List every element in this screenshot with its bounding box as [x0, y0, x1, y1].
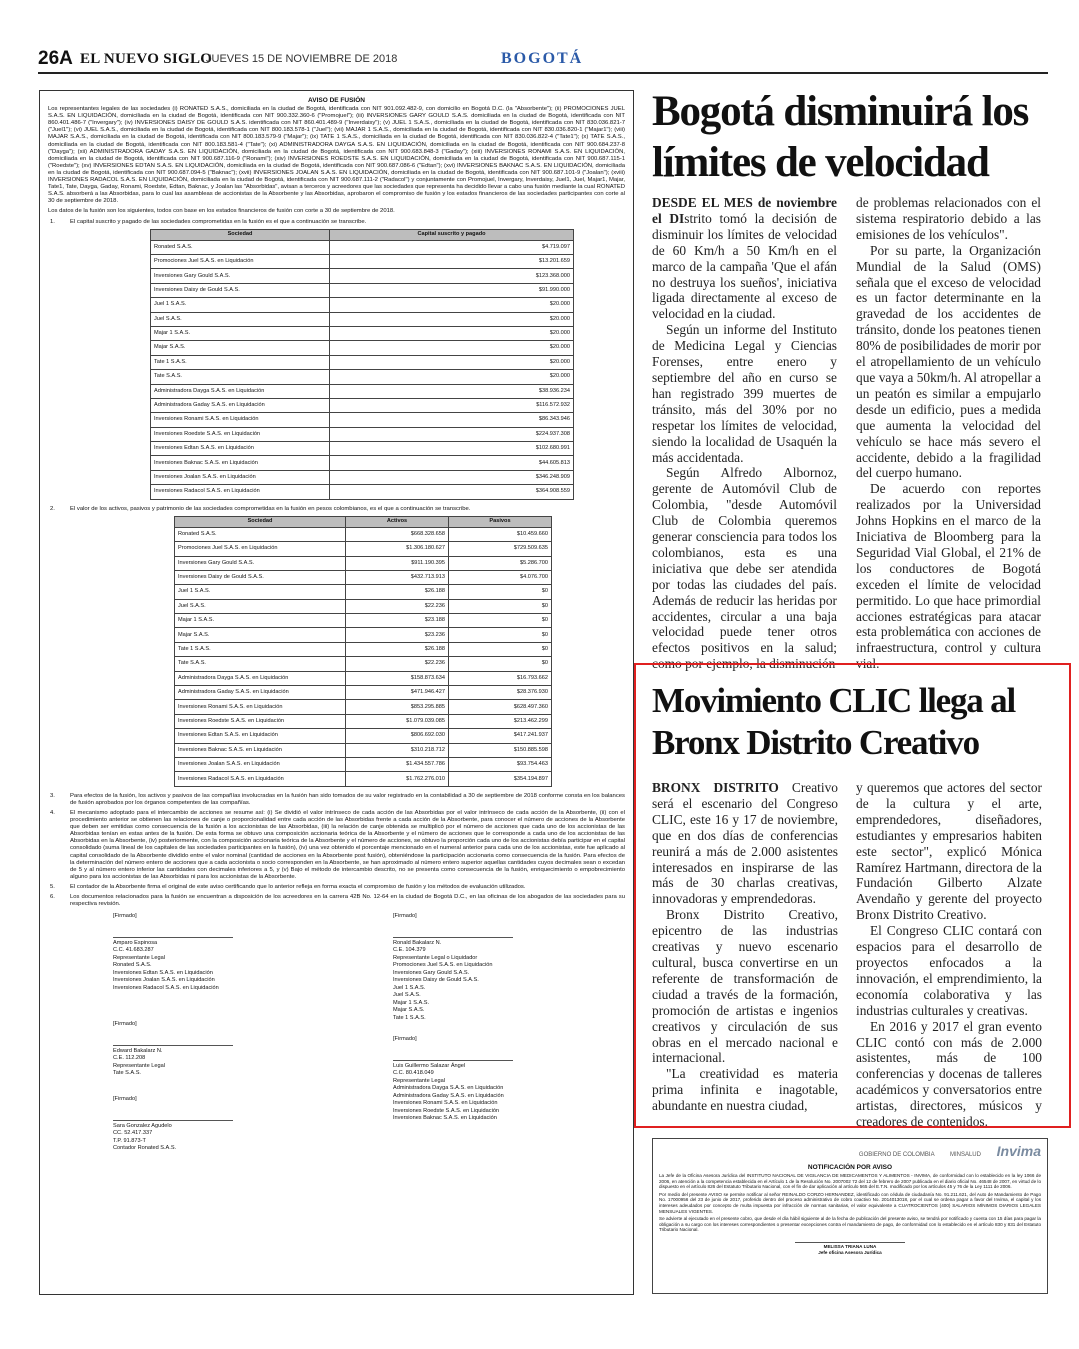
amount-cell: $1.762.276.010	[346, 772, 449, 786]
signature-detail: Representante Legal	[393, 1077, 445, 1084]
table-row	[175, 700, 552, 714]
newspaper-name: EL NUEVO SIGLO	[80, 51, 213, 67]
amount-cell: $668.328.658	[346, 527, 449, 541]
invima-paragraph: Por medio del presente AVISO se permite notificar al señor REINALDO CORZO HERNANDEZ, identificado con cédula de ciudadanía No. 91.211.621, del Auto de Mandamiento de Pago No. 17000956 del 23 de junio de 2017, proferido dentro del proceso administrativo de cobro coactivo No. 2014013018, por el cual se ordena pagar a favor del Invima, el capital y los intereses adeudados por concepto de multa impuesta por infracción de normas sanitarias, el valor equivalente a CUATROCIENTOS (400) SALARIOS MÍNIMOS DIARIOS LEGALES MENSUALES VIGENTES.	[659, 1191, 1041, 1214]
amount-cell: $20.000	[330, 341, 574, 355]
amount-cell: $5.286.700	[449, 556, 552, 570]
table-row	[175, 671, 552, 685]
signature-detail: T.P. 91.873-T	[113, 1137, 146, 1144]
amount-cell: $432.713.913	[346, 570, 449, 584]
article1-paragraph: De acuerdo con reportes realizados por la Universidad Johns Hopkins en el marco de la Iniciativa de Bloomberg para la Seguridad Vial Global, el 21% de los conductores de Bogotá exceden el límite de velocidad permitido. Lo que hace primordial acciones estratégicas para atacar esta problemática con acciones de infraestructura, control y cultura vial.	[856, 481, 1041, 672]
notice-item-5: 5. El contador de la Absorbente firma el original de este aviso certificando que lo anterior refleja en forma exacta el compromiso de fusión y los métodos de evaluación utilizados.	[48, 884, 625, 891]
company-cell: Ronated S.A.S.	[175, 527, 346, 541]
signature-detail: Luis Guillermo Salazar Ángel	[393, 1062, 466, 1069]
company-cell: Inversiones Baknac S.A.S. en Liquidación	[175, 743, 346, 757]
table-row	[175, 686, 552, 700]
article1-headline: Bogotá disminuirá los límites de velocidad	[652, 88, 1029, 186]
amount-cell: $23.188	[346, 614, 449, 628]
signature-detail: Inversiones Baknac S.A.S. en Liquidación	[393, 1115, 497, 1122]
signature-detail: Tate S.A.S.	[113, 1070, 141, 1077]
signature-detail: Inversiones Gary Gould S.A.S.	[393, 969, 470, 976]
signature-detail: Amparo Espinosa	[113, 939, 158, 946]
company-cell: Inversiones Roedste S.A.S. en Liquidación	[151, 427, 330, 441]
table-row	[175, 657, 552, 671]
page-header	[38, 48, 1048, 72]
section-name: BOGOTÁ	[501, 50, 584, 67]
amount-cell: $0	[449, 657, 552, 671]
notice-item-5-text: El contador de la Absorbente firma el original de este aviso certificando que lo anterior refleja en forma exacta el compromiso de fusión y los métodos de evaluación utilizados.	[70, 883, 526, 890]
company-cell: Inversiones Roedste S.A.S. en Liquidación	[175, 714, 346, 728]
company-cell: Inversiones Joalan S.A.S. en Liquidación	[151, 470, 330, 484]
table-row	[151, 312, 574, 326]
signature-detail: Inversiones Roedste S.A.S. en Liquidación	[393, 1107, 500, 1114]
invima-logo: Invima	[996, 1143, 1041, 1159]
article2-lead: BRONX DISTRITO	[652, 780, 779, 795]
signature-line	[393, 937, 513, 938]
signature-detail: C.E. 104.379	[393, 947, 426, 954]
amount-cell: $0	[449, 599, 552, 613]
amount-cell: $38.936.234	[330, 384, 574, 398]
amount-cell: $20.000	[330, 312, 574, 326]
signed-mark: [Firmado]	[393, 913, 417, 920]
table-row	[151, 341, 574, 355]
signed-mark: [Firmado]	[113, 1021, 137, 1028]
amount-cell: $28.376.930	[449, 686, 552, 700]
article1-column-2	[856, 195, 1041, 672]
assets-table	[174, 516, 552, 787]
company-cell: Juel S.A.S.	[175, 599, 346, 613]
invima-notice	[652, 1138, 1048, 1294]
article2-column-2	[856, 780, 1042, 1130]
amount-cell: $729.509.635	[449, 542, 552, 556]
invima-notice-title: NOTIFICACIÓN POR AVISO	[807, 1164, 893, 1171]
article1-paragraph: Por su parte, la Organización Mundial de la Salud (OMS) señala que el exceso de velocidad es un factor determinante en la gravedad de los accidentes de tránsito, donde los peatones tienen 80% de posibilidades de morir por el atropellamiento de un vehículo que vaya a 50km/h. Al atropellar a un peatón es similar a empujarlo desde un edificio, pues a medida que aumenta la velocidad del vehículo se hace más severo el accidente, debido a la fragilidad del cuerpo humano.	[856, 242, 1041, 481]
company-cell: Inversiones Gary Gould S.A.S.	[151, 269, 330, 283]
signature-detail: Representante Legal o Liquidador	[393, 954, 478, 961]
amount-cell: $0	[449, 628, 552, 642]
capital-table	[150, 229, 574, 500]
table-row	[151, 254, 574, 268]
signature-detail: Promociones Juel S.A.S. en Liquidación	[393, 962, 493, 969]
company-cell: Juel 1 S.A.S.	[151, 298, 330, 312]
company-cell: Inversiones Joalan S.A.S. en Liquidación	[175, 757, 346, 771]
amount-cell: $91.990.000	[330, 283, 574, 297]
table-row	[175, 527, 552, 541]
amount-cell: $4.076.700	[449, 570, 552, 584]
signature-detail: Ronald Bakalarz N.	[393, 939, 442, 946]
table-row	[151, 427, 574, 441]
amount-cell: $213.462.299	[449, 714, 552, 728]
amount-cell: $13.201.659	[330, 254, 574, 268]
notice-item-1-text: El capital suscrito y pagado de las sociedades comprometidas en la fusión es el que a continuación se transcribe.	[70, 218, 367, 225]
company-cell: Tate S.A.S.	[175, 657, 346, 671]
article2-headline: Movimiento CLIC llega al Bronx Distrito Creativo	[652, 681, 1015, 762]
company-cell: Juel 1 S.A.S.	[175, 585, 346, 599]
invima-paragraph: La Jefe de la Oficina Asesora Jurídica del INSTITUTO NACIONAL DE VIGILANCIA DE MEDICAMENTOS Y ALIMENTOS - INVIMA, de conformidad con lo establecido en la ley 1066 de 2006, en atención a la competencia establecida en el Artículo 1 de la Resolución No. 2007002 72 del 12 de febrero de 2007 publicada en el diario oficial No. 46548 de 2007, en virtud de lo dispuesto en el artículo 826 del Estatuto Tributario Nacional, con el fin de dar aplicación al artículo 565 del E.T.N. modificado por los artículos 45 y 76 de la Ley 1111 de 2006.	[659, 1173, 1041, 1190]
merger-notice	[39, 90, 634, 1295]
company-cell: Tate 1 S.A.S.	[151, 355, 330, 369]
amount-cell: $158.873.634	[346, 671, 449, 685]
company-cell: Inversiones Radacol S.A.S. en Liquidación	[151, 485, 330, 499]
amount-cell: $224.937.308	[330, 427, 574, 441]
amount-cell: $20.000	[330, 370, 574, 384]
article1-paragraph: Según Alfredo Albornoz, gerente de Automóvil Club de Colombia, "desde Automóvil Club de Colombia queremos generar consciencia para todos los colombianos, esta es una iniciativa que debe ser atendida por todas las ciudades del país. Además de reducir las heridas por accidentes, circular a una baja velocidad puede tener otros efectos positivos en la salud; como por ejemplo, la disminución	[652, 465, 837, 672]
amount-cell: $116.572.932	[330, 398, 574, 412]
signature-detail: Inversiones Daisy de Gould S.A.S.	[393, 977, 479, 984]
amount-cell: $346.248.909	[330, 470, 574, 484]
signature-line	[393, 1060, 513, 1061]
signature-line	[795, 1242, 905, 1243]
amount-cell: $10.459.660	[449, 527, 552, 541]
signature-detail: CC. 52.417.337	[113, 1130, 153, 1137]
amount-cell: $23.236	[346, 628, 449, 642]
amount-cell: $26.188	[346, 642, 449, 656]
table-row	[151, 456, 574, 470]
company-cell: Majar S.A.S.	[151, 341, 330, 355]
company-cell: Inversiones Edtan S.A.S. en Liquidación	[151, 442, 330, 456]
company-cell: Inversiones Daisy de Gould S.A.S.	[175, 570, 346, 584]
signature-detail: Inversiones Edtan S.A.S. en Liquidación	[113, 969, 213, 976]
signature-detail: Juel S.A.S.	[393, 992, 421, 999]
notice-item-2: 2. El valor de los activos, pasivos y patrimonio de las sociedades comprometidas en la fusión en pesos colombianos, es el que a continuación se transcribe.	[48, 506, 625, 513]
company-cell: Inversiones Baknac S.A.S. en Liquidación	[151, 456, 330, 470]
company-cell: Tate S.A.S.	[151, 370, 330, 384]
signature-detail: Representante Legal	[113, 1062, 165, 1069]
signature-block	[393, 1036, 573, 1123]
amount-cell: $310.218.712	[346, 743, 449, 757]
signature-detail: Edward Bakalarz N.	[113, 1047, 163, 1054]
merger-notice-intro: Los representantes legales de las sociedades (i) RONATED S.A.S., domiciliada en la ciudad de Bogotá, identificada con NIT 901.092.482-9, con domicilio en Bogotá D.C. (la "Absorbente"); (ii) PROMOCIONES JUEL S.A.S. EN LIQUIDACIÓN, domiciliada en la ciudad de Bogotá, identificada con NIT 900.332.360-6 ("Promojuel"); (iii) INVERSIONES GARY GOULD S.A.S. domiciliada en la ciudad de Bogotá, identificada con NIT 860.401.486-7 ("Invergary"); (iv) INVERSIONES DAISY DE GOULD S.A.S. identificada con NIT 860.401.489-9 ("Inverdaisy"); (v) JUEL 1 S.A.S., domiciliada en la ciudad de Bogotá, identificada con NIT 830.036.821-7 ("Juel1"); (vi) JUEL S.A.S., domiciliada en la ciudad de Bogotá, identificada con NIT 800.183.578-1 ("Juel"); (vii) MAJAR 1 S.A.S., domiciliada en la ciudad de Bogotá, identificada con NIT 830.036.820-1 ("Majar1"); (viii) MAJAR S.A.S., domiciliada en la ciudad de Bogotá, identificada con NIT 800.183.579-9 ("Majar"); (ix) TATE 1 S.A.S., domiciliada en la ciudad de Bogotá, identificada con NIT 830.036.822-4 ("Tate1"); (x) TATE S.A.S., domiciliada en la ciudad de Bogotá, identificada con NIT 800.183.581-4 ("Tate"); (xi) ADMINISTRADORA DAYGA S.A.S. EN LIQUIDACIÓN, domiciliada en la ciudad de Bogotá, identificada con NIT 900.684.237-8 ("Dayga"); (xii) ADMINISTRADORA GADAY S.A.S. EN LIQUIDACIÓN, domiciliada en la ciudad de Bogotá, identificada con NIT 900.683.848-3 ("Gaday"); (xiii) INVERSIONES RONAMI S.A.S. EN LIQUIDACIÓN, domiciliada en la ciudad de Bogotá, identificada con NIT 900.687.116-9 ("Ronami"); (xiv) INVERSIONES ROEDSTE S.A.S. EN LIQUIDACIÓN, domiciliada en la ciudad de Bogotá, identificada con NIT 900.687.115-1 ("Roedste"); (xv) INVERSIONES EDTAN S.A.S. EN LIQUIDACIÓN, domiciliada en la ciudad de Bogotá, identificada con NIT 900.687.086-6 ("Edtan"); (xvi) INVERSIONES BAKNAC S.A.S. EN LIQUIDACIÓN, domiciliada en la ciudad de Bogotá, identificada con NIT 900.687.094-5 ("Baknac"); (xvii) INVERSIONES JOALAN S.A.S. EN LIQUIDACIÓN, domiciliada en la ciudad de Bogotá, identificada con NIT 900.687.101-9 ("Joalan"); (xviii) INVERSIONES RADACOL S.A.S. EN LIQUIDACIÓN, domiciliada en la ciudad de Bogotá, identificada con NIT 900.687.111-2 ("Radacol") y conjuntamente con Promojuel, Invergary, Inverdaisy, Juel1, Juel, Majar1, Majar, Tate1, Tate, Dayga, Gaday, Ronami, Roedste, Edtan, Baknac, y Joalan las "Absorbidas", avisan a terceros y acreedores que las sociedades que representa ha decidido llevar a cabo una fusión mediante la cual RONATED S.A.S. absorberá a las Absorbidas, para lo cual las asambleas de accionistas de la Absorbente y las Absorbidas, aprobaron el compromiso de fusión y los estados financieros de las sociedades participantes con corte al 30 de septiembre de 2018.	[48, 106, 625, 205]
signature-detail: Ronated S.A.S.	[113, 962, 152, 969]
table-row	[175, 729, 552, 743]
company-cell: Majar S.A.S.	[175, 628, 346, 642]
company-cell: Inversiones Radacol S.A.S. en Liquidación	[175, 772, 346, 786]
amount-cell: $4.719.097	[330, 240, 574, 254]
signature-detail: C.C. 80.418.049	[393, 1070, 434, 1077]
signature-block	[113, 913, 293, 992]
signature-detail: Contador Ronated S.A.S.	[113, 1145, 177, 1152]
notice-item-3: 3. Para efectos de la fusión, los activos y pasivos de las compañías involucradas en la fusión han sido tomados de su valor registrado en la contabilidad a 30 de septiembre de 2018 conforme consta en los balances de fusión aprobados por los órganos competentes de las compañías.	[50, 792, 625, 806]
table-row	[151, 370, 574, 384]
table-row	[151, 398, 574, 412]
signature-detail: Administradora Dayga S.A.S. en Liquidación	[393, 1085, 504, 1092]
amount-cell: $22.236	[346, 657, 449, 671]
article2-paragraph: El Congreso CLIC contará con espacios para el desarrollo de proyectos enfocados a la innovación, el emprendimiento, la economía colaborativa y las industrias culturales y creativas.	[856, 923, 1042, 1018]
amount-cell: $853.295.885	[346, 700, 449, 714]
company-cell: Inversiones Daisy de Gould S.A.S.	[151, 283, 330, 297]
table-row	[151, 485, 574, 499]
invima-signer: MELISSA TRIANA LUNA	[823, 1243, 877, 1249]
amount-cell: $364.908.559	[330, 485, 574, 499]
notice-item-4-text: El mecanismo adoptado para el intercambio de acciones se resume así: (i) Se dividió el valor intrínseco de cada acción de las Absorbidas por el valor intrínseco de cada acción de la Absorbente, (ii) con el procedimiento anterior se obtienen las relaciones de canje o proporcionalidad entre cada acción de las Absorbidas frente a cada acción de la Absorbente, para conocer el número de acciones de la Absorbente que deben ser emitidas como consecuencia de la fusión a los accionistas de las Absorbidas, (iii) la relación de canje obtenida se multiplicó por el número de acciones que cada uno de los accionistas de las Absorbidas tenían en estas antes de la fusión. De esta forma se obtuvo una composición accionaria teórica de la Absorbente y el número de acciones que le corresponde a cada uno de los accionistas de las Absorbidas en la Absorbente, (iv) posteriormente, con la composición accionaria teórica de la Absorbente y el número de acciones, se obtuvo la proporción cada uno de los accionistas debía participar en el capital consolidado (suma lineal de los capitales de las sociedades participantes en la fusión), (iv) una vez obtenido el porcentaje mencionado en el numeral anterior para cada uno de los accionistas, este fue aplicado al capital consolidado de la Absorbente dividido entre el valor nominal (cantidad de acciones en la Absorbente post fusión), obteniéndose la participación accionaria como consecuencia de la fusión. Para efectos de la determinación del número entero de acciones que a cada accionista o socio corresponden en la Absorbente, se han aproximado al número entero superior aquellas cantidades cuyos decimales sean o excedan de 5 y al número entero inferior las cantidades con decimales inferiores a 5, y (v) Bajo el método de intercambio descrito, no se presenta como consecuencia de la fusión, enriquecimiento o empobrecimiento alguno para los accionistas de las Absorbidas ni para los accionistas de la Absorbente.	[70, 809, 625, 880]
signature-detail: Inversiones Joalan S.A.S. en Liquidación	[113, 977, 215, 984]
notice-item-2-text: El valor de los activos, pasivos y patrimonio de las sociedades comprometidas en la fusión en pesos colombianos, es el que a continuación se transcribe.	[70, 505, 471, 512]
amount-cell: $806.692.030	[346, 729, 449, 743]
company-cell: Inversiones Ronami S.A.S. en Liquidación	[151, 413, 330, 427]
company-cell: Administradora Dayga S.A.S. en Liquidación	[175, 671, 346, 685]
company-cell: Administradora Gaday S.A.S. en Liquidación	[151, 398, 330, 412]
amount-cell: $86.343.946	[330, 413, 574, 427]
table-row	[151, 442, 574, 456]
article2-paragraph: En 2016 y 2017 el gran evento CLIC contó con más de 2.000 asistentes, más de 100 conferencias y docenas de talleres académicos y conversatorios entre artistas, directores, músicos y creadores de contenidos.	[856, 1018, 1042, 1130]
table-row	[151, 240, 574, 254]
table-header: Sociedad	[151, 229, 330, 240]
table-row	[175, 585, 552, 599]
table-row	[175, 772, 552, 786]
amount-cell: $1.079.039.085	[346, 714, 449, 728]
signature-line	[113, 1045, 233, 1046]
company-cell: Majar 1 S.A.S.	[175, 614, 346, 628]
company-cell: Promociones Juel S.A.S. en Liquidación	[151, 254, 330, 268]
article2-paragraph: BRONX DISTRITO Creativo será el escenario del Congreso CLIC, este 16 y 17 de noviembre, que en dos días de conferencias reunirá a más de 2.000 asistentes interesados en inspirarse de las más de 30 charlas creativas, innovadoras y emprendedoras.	[652, 780, 838, 907]
amount-cell: $0	[449, 585, 552, 599]
amount-cell: $93.754.463	[449, 757, 552, 771]
signature-line	[113, 1120, 233, 1121]
amount-cell: $628.497.360	[449, 700, 552, 714]
notice-item-6: 6. Los documentos relacionados para la fusión se encuentran a disposición de los acreedores en la carrera 42B No. 12-64 en la ciudad de Bogotá D.C., en las oficinas de los abogados de las sociedades para su respectiva revisión.	[50, 893, 625, 908]
issue-date: JUEVES 15 DE NOVIEMBRE DE 2018	[206, 53, 398, 65]
amount-cell: $1.434.557.786	[346, 757, 449, 771]
signature-detail: C.C. 41.683.287	[113, 947, 154, 954]
signature-block	[393, 913, 573, 1022]
signed-mark: [Firmado]	[113, 913, 137, 920]
invima-logos	[659, 1143, 1041, 1163]
signature-block	[113, 1021, 293, 1078]
table-row	[151, 384, 574, 398]
signature-detail: Inversiones Ronami S.A.S. en Liquidación	[393, 1100, 498, 1107]
amount-cell: $911.190.395	[346, 556, 449, 570]
table-row	[175, 743, 552, 757]
signed-mark: [Firmado]	[393, 1036, 417, 1043]
table-row	[151, 326, 574, 340]
article2-paragraph: y queremos que actores del sector de la cultura y el arte, emprendedores, diseñadores, estudiantes y empresarios habiten este sector", explicó Mónica Ramírez Hartmann, directora de la Fundación Gilberto Alzate Avendaño y gerente del proyecto Bronx Distrito Creativo.	[856, 780, 1042, 923]
amount-cell: $471.946.427	[346, 686, 449, 700]
invima-signer-role: Jefe oficina Asesora Jurídica	[818, 1249, 882, 1255]
company-cell: Tate 1 S.A.S.	[175, 642, 346, 656]
signature-detail: Sara Gonzalez Agudelo	[113, 1122, 172, 1129]
amount-cell: $417.241.937	[449, 729, 552, 743]
amount-cell: $354.194.897	[449, 772, 552, 786]
article1-paragraph: DESDE EL MES de noviembre el DIstrito tomó la decisión de disminuir los límites de velocidad de 60 Km/h a 50 Km/h en el marco de la campaña 'Que el afán no destruya los sueños', iniciativa ligada directamente al exceso de velocidad en la ciudad.	[652, 195, 837, 322]
table-row	[175, 714, 552, 728]
table-header: Capital suscrito y pagado	[330, 229, 574, 240]
table-row	[175, 757, 552, 771]
article1-lead: DESDE EL MES de noviembre el DI	[652, 195, 837, 226]
signed-mark: [Firmado]	[113, 1096, 137, 1103]
signature-detail: Administradora Gaday S.A.S. en Liquidación	[393, 1092, 504, 1099]
signature-detail: Majar S.A.S.	[393, 1007, 425, 1014]
table-header: Sociedad	[175, 516, 346, 527]
notice-item-1: 1. El capital suscrito y pagado de las sociedades comprometidas en la fusión es el que a continuación se transcribe.	[48, 219, 625, 226]
government-logo: GOBIERNO DE COLOMBIA	[858, 1152, 935, 1158]
company-cell: Promociones Juel S.A.S. en Liquidación	[175, 542, 346, 556]
amount-cell: $20.000	[330, 355, 574, 369]
article2-paragraph: Bronx Distrito Creativo, epicentro de las industrias creativas y nuevo escenario cultural, busca convertirse en un referente de transformación de ciudad a través de la formación, promoción de artistas e ingenios creativos y circulación de sus obras en el mercado nacional e internacional.	[652, 907, 838, 1066]
amount-cell: $0	[449, 614, 552, 628]
amount-cell: $102.680.991	[330, 442, 574, 456]
merger-notice-data-intro: Los datos de la fusión son los siguientes, todos con base en los estados financieros de fusión con corte a 30 de septiembre de 2018.	[48, 208, 395, 215]
table-row	[175, 556, 552, 570]
page-number: 26A	[38, 48, 73, 69]
signatures	[48, 911, 625, 1161]
article1-paragraph: Según un informe del Instituto de Medicina Legal y Ciencias Forenses, entre enero y septiembre del año en curso se han registrado 399 muertes de tránsito, más del 30% por no respetar los límites de velocidad, siendo la localidad de Usaquén la más accidentada.	[652, 322, 837, 465]
amount-cell: $123.368.000	[330, 269, 574, 283]
company-cell: Inversiones Ronami S.A.S. en Liquidación	[175, 700, 346, 714]
invima-paragraph: Se advierte al ejecutado en el presente cobro, que desde el día hábil siguiente al de la fecha de publicación del presente aviso, se tendrá por notificado y cuenta con 15 días para pagar la obligación a su cargo con los intereses correspondientes o presentar excepciones contra el mandamiento de pago, de conformidad con lo establecido en el artículo 830 y 831 del Estatuto Tributario Nacional.	[659, 1216, 1041, 1233]
amount-cell: $0	[449, 642, 552, 656]
table-row	[151, 283, 574, 297]
company-cell: Juel S.A.S.	[151, 312, 330, 326]
company-cell: Administradora Gaday S.A.S. en Liquidación	[175, 686, 346, 700]
company-cell: Ronated S.A.S.	[151, 240, 330, 254]
table-row	[175, 599, 552, 613]
notice-item-6-text: Los documentos relacionados para la fusión se encuentran a disposición de los acreedores en la carrera 42B No. 12-64 en la ciudad de Bogotá D.C., en las oficinas de los abogados de las sociedades para su respectiva revisión.	[70, 893, 625, 908]
table-row	[151, 269, 574, 283]
header-rule	[38, 72, 1048, 74]
signature-detail: Juel 1 S.A.S.	[393, 984, 426, 991]
amount-cell: $26.188	[346, 585, 449, 599]
table-row	[151, 355, 574, 369]
notice-item-3-text: Para efectos de la fusión, los activos y pasivos de las compañías involucradas en la fusión han sido tomados de su valor registrado en la contabilidad a 30 de septiembre de 2018 conforme consta en los balances de fusión aprobados por los órganos competentes de las compañías.	[70, 792, 625, 806]
merger-notice-title: AVISO DE FUSIÓN	[308, 97, 365, 104]
minsalud-logo: MINSALUD	[949, 1152, 981, 1158]
table-header: Pasivos	[449, 516, 552, 527]
signature-detail: Representante Legal	[113, 954, 165, 961]
signature-detail: Tate 1 S.A.S.	[393, 1014, 426, 1021]
table-row	[151, 298, 574, 312]
signature-detail: Inversiones Radacol S.A.S. en Liquidación	[113, 984, 219, 991]
amount-cell: $1.306.180.627	[346, 542, 449, 556]
amount-cell: $44.605.813	[330, 456, 574, 470]
signature-detail: C.E. 112.208	[113, 1055, 146, 1062]
article1-paragraph: de problemas relacionados con el sistema respiratorio debido a las emisiones de los vehículos".	[856, 195, 1041, 242]
notice-item-4: 4. El mecanismo adoptado para el intercambio de acciones se resume así: (i) Se dividió el valor intrínseco de cada acción de las Absorbidas por el valor intrínseco de cada acción de la Absorbente, (ii) con el procedimiento anterior se obtienen las relaciones de canje o proporcionalidad entre cada acción de las Absorbidas frente a cada acción de la Absorbente, para conocer el número de acciones de la Absorbente que deben ser emitidas como consecuencia de la fusión a los accionistas de las Absorbidas, (iii) la relación de canje obtenida se multiplicó por el número de acciones que cada uno de los accionistas de las Absorbidas tenían en estas antes de la fusión. De esta forma se obtuvo una composición accionaria teórica de la Absorbente y el número de acciones que le corresponde a cada uno de los accionistas de las Absorbidas en la Absorbente, (iv) posteriormente, con la composición accionaria teórica de la Absorbente y el número de acciones, se obtuvo la proporción cada uno de los accionistas debía participar en el capital consolidado (suma lineal de los capitales de las sociedades participantes en la fusión), (iv) una vez obtenido el porcentaje mencionado en el numeral anterior para cada uno de los accionistas, este fue aplicado al capital consolidado de la Absorbente dividido entre el valor nominal (cantidad de acciones en la Absorbente post fusión), obteniéndose la participación accionaria como consecuencia de la fusión. Para efectos de la determinación del número entero de acciones que a cada accionista o socio corresponden en la Absorbente, se han aproximado al número entero superior aquellas cantidades cuyos decimales sean o excedan de 5 y al número entero inferior las cantidades con decimales inferiores a 5, y (v) Bajo el método de intercambio descrito, no se presenta como consecuencia de la fusión, enriquecimiento o empobrecimiento alguno para los accionistas de las Absorbidas ni para los accionistas de la Absorbente.	[50, 809, 625, 880]
article2-column-1	[652, 780, 838, 1120]
signature-detail: Majar 1 S.A.S.	[393, 999, 430, 1006]
company-cell: Majar 1 S.A.S.	[151, 326, 330, 340]
amount-cell: $20.000	[330, 326, 574, 340]
article2-paragraph: "La creatividad es materia prima infinita e inagotable, abundante en nuestra ciudad,	[652, 1066, 838, 1114]
table-row	[175, 614, 552, 628]
amount-cell: $20.000	[330, 298, 574, 312]
table-row	[151, 413, 574, 427]
table-row	[151, 470, 574, 484]
table-row	[175, 542, 552, 556]
signature-block	[113, 1096, 293, 1153]
article1-column-1	[652, 195, 837, 672]
signature-line	[113, 937, 233, 938]
company-cell: Inversiones Gary Gould S.A.S.	[175, 556, 346, 570]
company-cell: Inversiones Edtan S.A.S. en Liquidación	[175, 729, 346, 743]
amount-cell: $150.885.598	[449, 743, 552, 757]
table-row	[175, 570, 552, 584]
table-row	[175, 642, 552, 656]
amount-cell: $22.236	[346, 599, 449, 613]
amount-cell: $16.793.662	[449, 671, 552, 685]
table-row	[175, 628, 552, 642]
table-header: Activos	[346, 516, 449, 527]
company-cell: Administradora Dayga S.A.S. en Liquidación	[151, 384, 330, 398]
